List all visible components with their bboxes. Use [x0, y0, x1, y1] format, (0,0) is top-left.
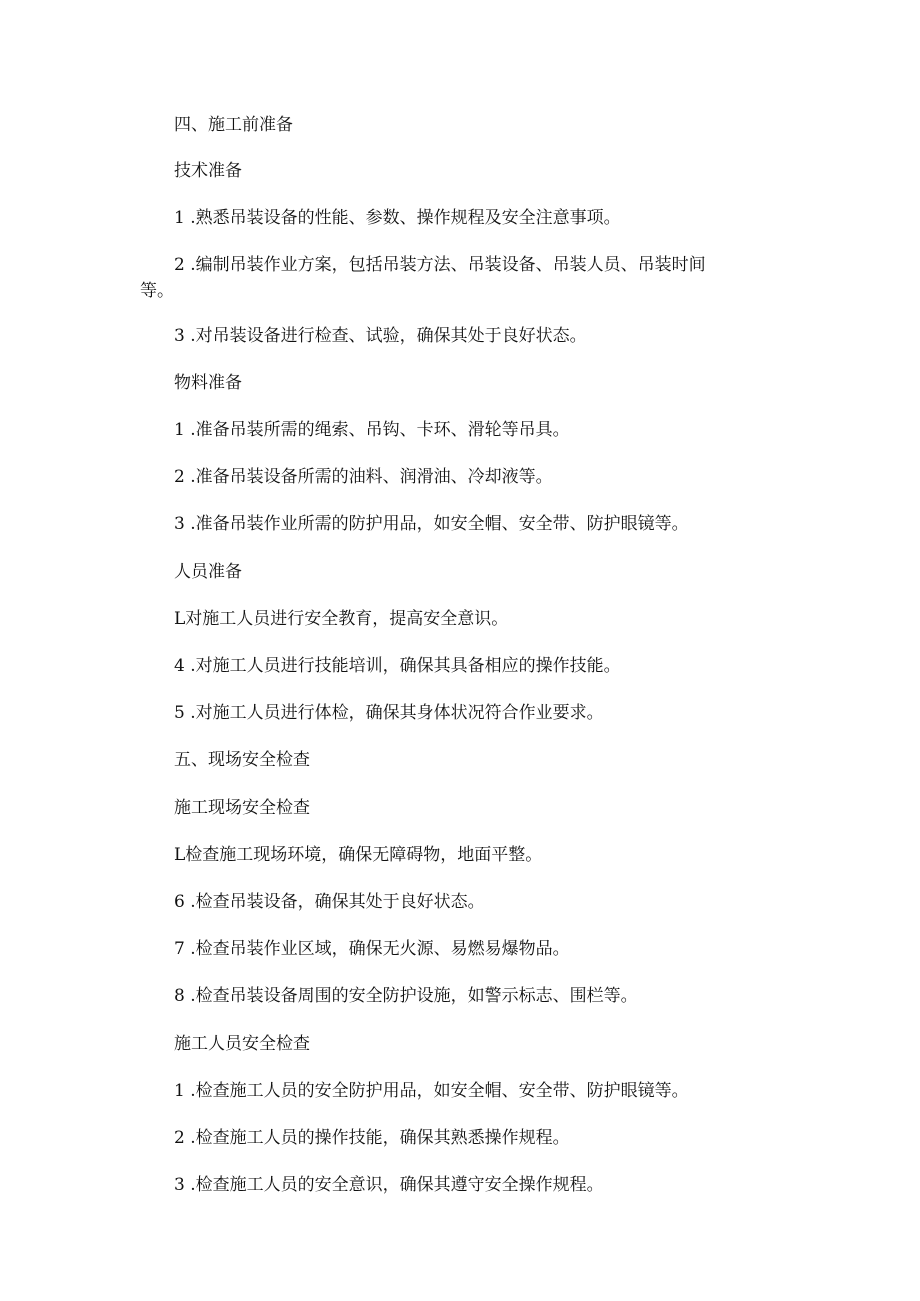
paragraph-item: 8 .检查吊装设备周围的安全防护设施，如警示标志、围栏等。 [174, 986, 638, 1006]
paragraph-item: 4 .对施工人员进行技能培训，确保其具备相应的操作技能。 [174, 656, 621, 676]
paragraph-item: 1 .熟悉吊装设备的性能、参数、操作规程及安全注意事项。 [174, 208, 621, 228]
paragraph-item: 2 .编制吊装作业方案，包括吊装方法、吊装设备、吊装人员、吊装时间 [174, 255, 706, 275]
subheading-material-preparation: 物料准备 [174, 373, 242, 393]
section-heading-4: 四、施工前准备 [174, 115, 293, 135]
paragraph-item: 2 .检查施工人员的操作技能，确保其熟悉操作规程。 [174, 1128, 570, 1148]
section-heading-5: 五、现场安全检查 [174, 750, 310, 770]
subheading-site-safety-inspection: 施工现场安全检查 [174, 798, 310, 818]
subheading-personnel-safety-inspection: 施工人员安全检查 [174, 1034, 310, 1054]
paragraph-item: 5 .对施工人员进行体检，确保其身体状况符合作业要求。 [174, 703, 604, 723]
paragraph-item: 3 .检查施工人员的安全意识，确保其遵守安全操作规程。 [174, 1175, 604, 1195]
subheading-personnel-preparation: 人员准备 [174, 562, 242, 582]
paragraph-continuation: 等。 [140, 281, 174, 301]
paragraph-item: 3 .对吊装设备进行检查、试验，确保其处于良好状态。 [174, 326, 587, 346]
paragraph-item: 7 .检查吊装作业区域，确保无火源、易燃易爆物品。 [174, 939, 570, 959]
paragraph-item: 1 .检查施工人员的安全防护用品，如安全帽、安全带、防护眼镜等。 [174, 1081, 689, 1101]
paragraph-item: L对施工人员进行安全教育，提高安全意识。 [174, 609, 509, 629]
subheading-technical-preparation: 技术准备 [174, 161, 242, 181]
paragraph-item: 2 .准备吊装设备所需的油料、润滑油、冷却液等。 [174, 467, 553, 487]
paragraph-item: 1 .准备吊装所需的绳索、吊钩、卡环、滑轮等吊具。 [174, 420, 570, 440]
paragraph-item: 6 .检查吊装设备，确保其处于良好状态。 [174, 892, 485, 912]
paragraph-item: 3 .准备吊装作业所需的防护用品，如安全帽、安全带、防护眼镜等。 [174, 514, 689, 534]
paragraph-item: L检查施工现场环境，确保无障碍物，地面平整。 [174, 845, 543, 865]
